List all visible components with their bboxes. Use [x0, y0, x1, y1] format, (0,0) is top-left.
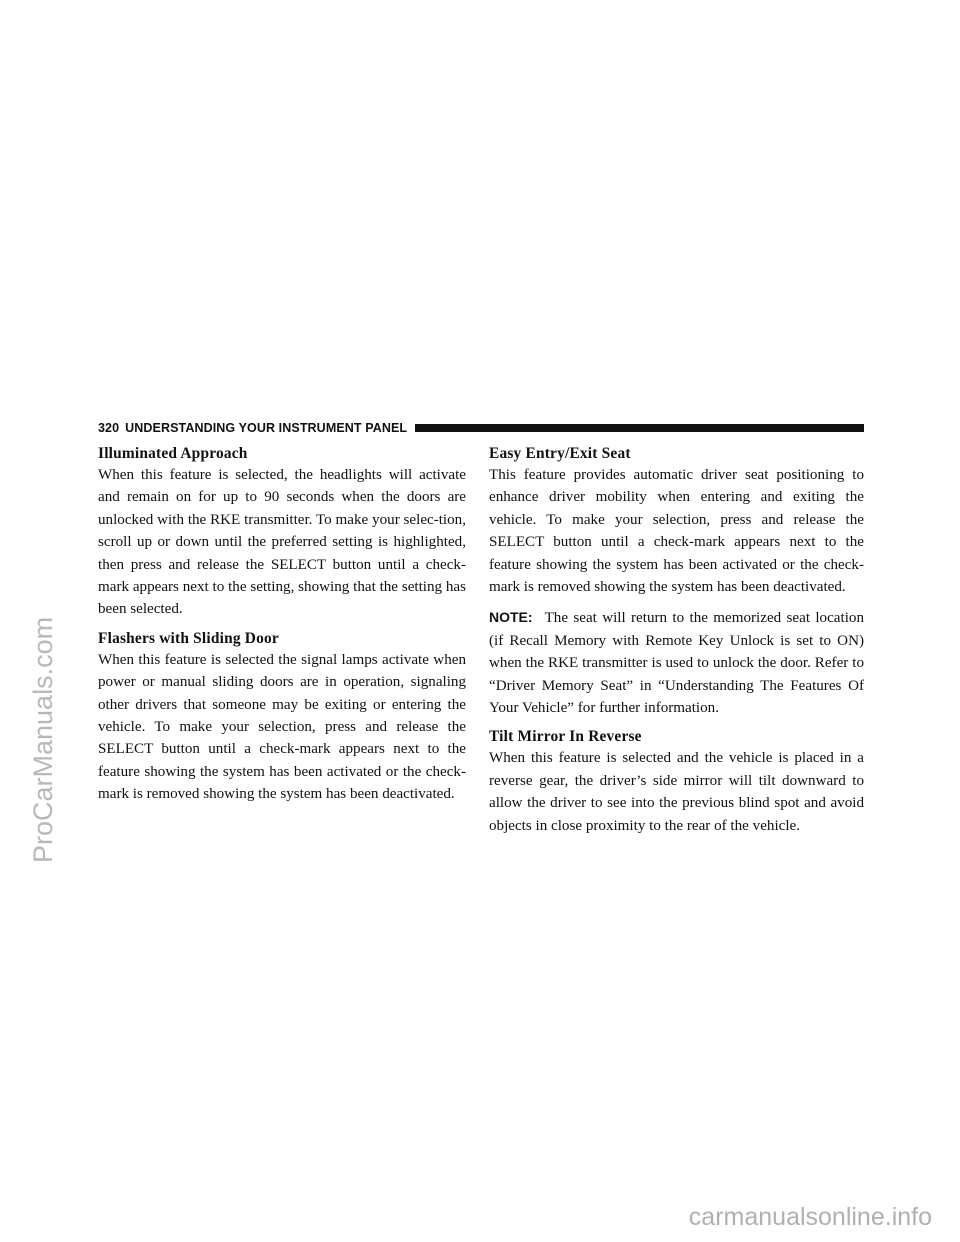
note-body: The seat will return to the memorized seat location (if Recall Memory with Remote Key Unlock is set to ON) when the RKE transmitter is used to unlock the door. Refer to “Driver Memory Seat” in “Understanding The Features Of Your Vehicle” for further information.: [489, 610, 864, 717]
bottom-watermark: carmanualsonline.info: [688, 1203, 932, 1231]
left-column: [98, 444, 466, 814]
note-label: NOTE:: [489, 609, 533, 626]
section-body: When this feature is selected the signal lamps activate when power or manual sliding doors are in operation, signaling other drivers that someone may be exiting or entering the vehicle. To make your selection, press and release the SELECT button until a check-mark appears next to the feature showing the system has been activated or the check-mark is removed showing the system has been deactivated.: [98, 651, 466, 803]
section-flashers-with-sliding-door: [98, 629, 466, 806]
section-heading: Illuminated Approach: [98, 445, 248, 462]
page-header: [98, 418, 864, 438]
section-heading: Easy Entry/Exit Seat: [489, 445, 631, 462]
section-heading: Tilt Mirror In Reverse: [489, 728, 642, 746]
header-rule: [415, 424, 864, 432]
section-body: This feature provides automatic driver seat positioning to enhance driver mobility when entering and exiting the vehicle. To make your selection, press and release the SELECT button until a check-mark appears next to the feature showing the system has been activated or the check-mark is removed showing the system has been deactivated.: [489, 467, 864, 596]
section-illuminated-approach: [98, 444, 466, 621]
chapter-title: UNDERSTANDING YOUR INSTRUMENT PANEL: [125, 421, 408, 435]
right-column: [489, 444, 864, 845]
section-body: When this feature is selected and the vehicle is placed in a reverse gear, the driver’s side mirror will tilt downward to allow the driver to see into the previous blind spot and avoid objects in close proximity to the rear of the vehicle.: [489, 750, 864, 834]
section-body: When this feature is selected, the headlights will activate and remain on for up to 90 seconds when the doors are unlocked with the RKE transmitter. To make your selec-tion, scroll up or down until the preferred setting is highlighted, then press and release the SELECT button until a check-mark appears next to the setting, showing that the setting has been selected.: [98, 467, 466, 618]
section-tilt-mirror-in-reverse: [489, 727, 864, 837]
page-number: 320: [98, 421, 120, 435]
side-watermark: ProCarManuals.com: [28, 616, 58, 864]
section-easy-entry-exit-seat: [489, 444, 864, 598]
section-heading: Flashers with Sliding Door: [98, 629, 279, 647]
note-paragraph: [489, 606, 864, 719]
